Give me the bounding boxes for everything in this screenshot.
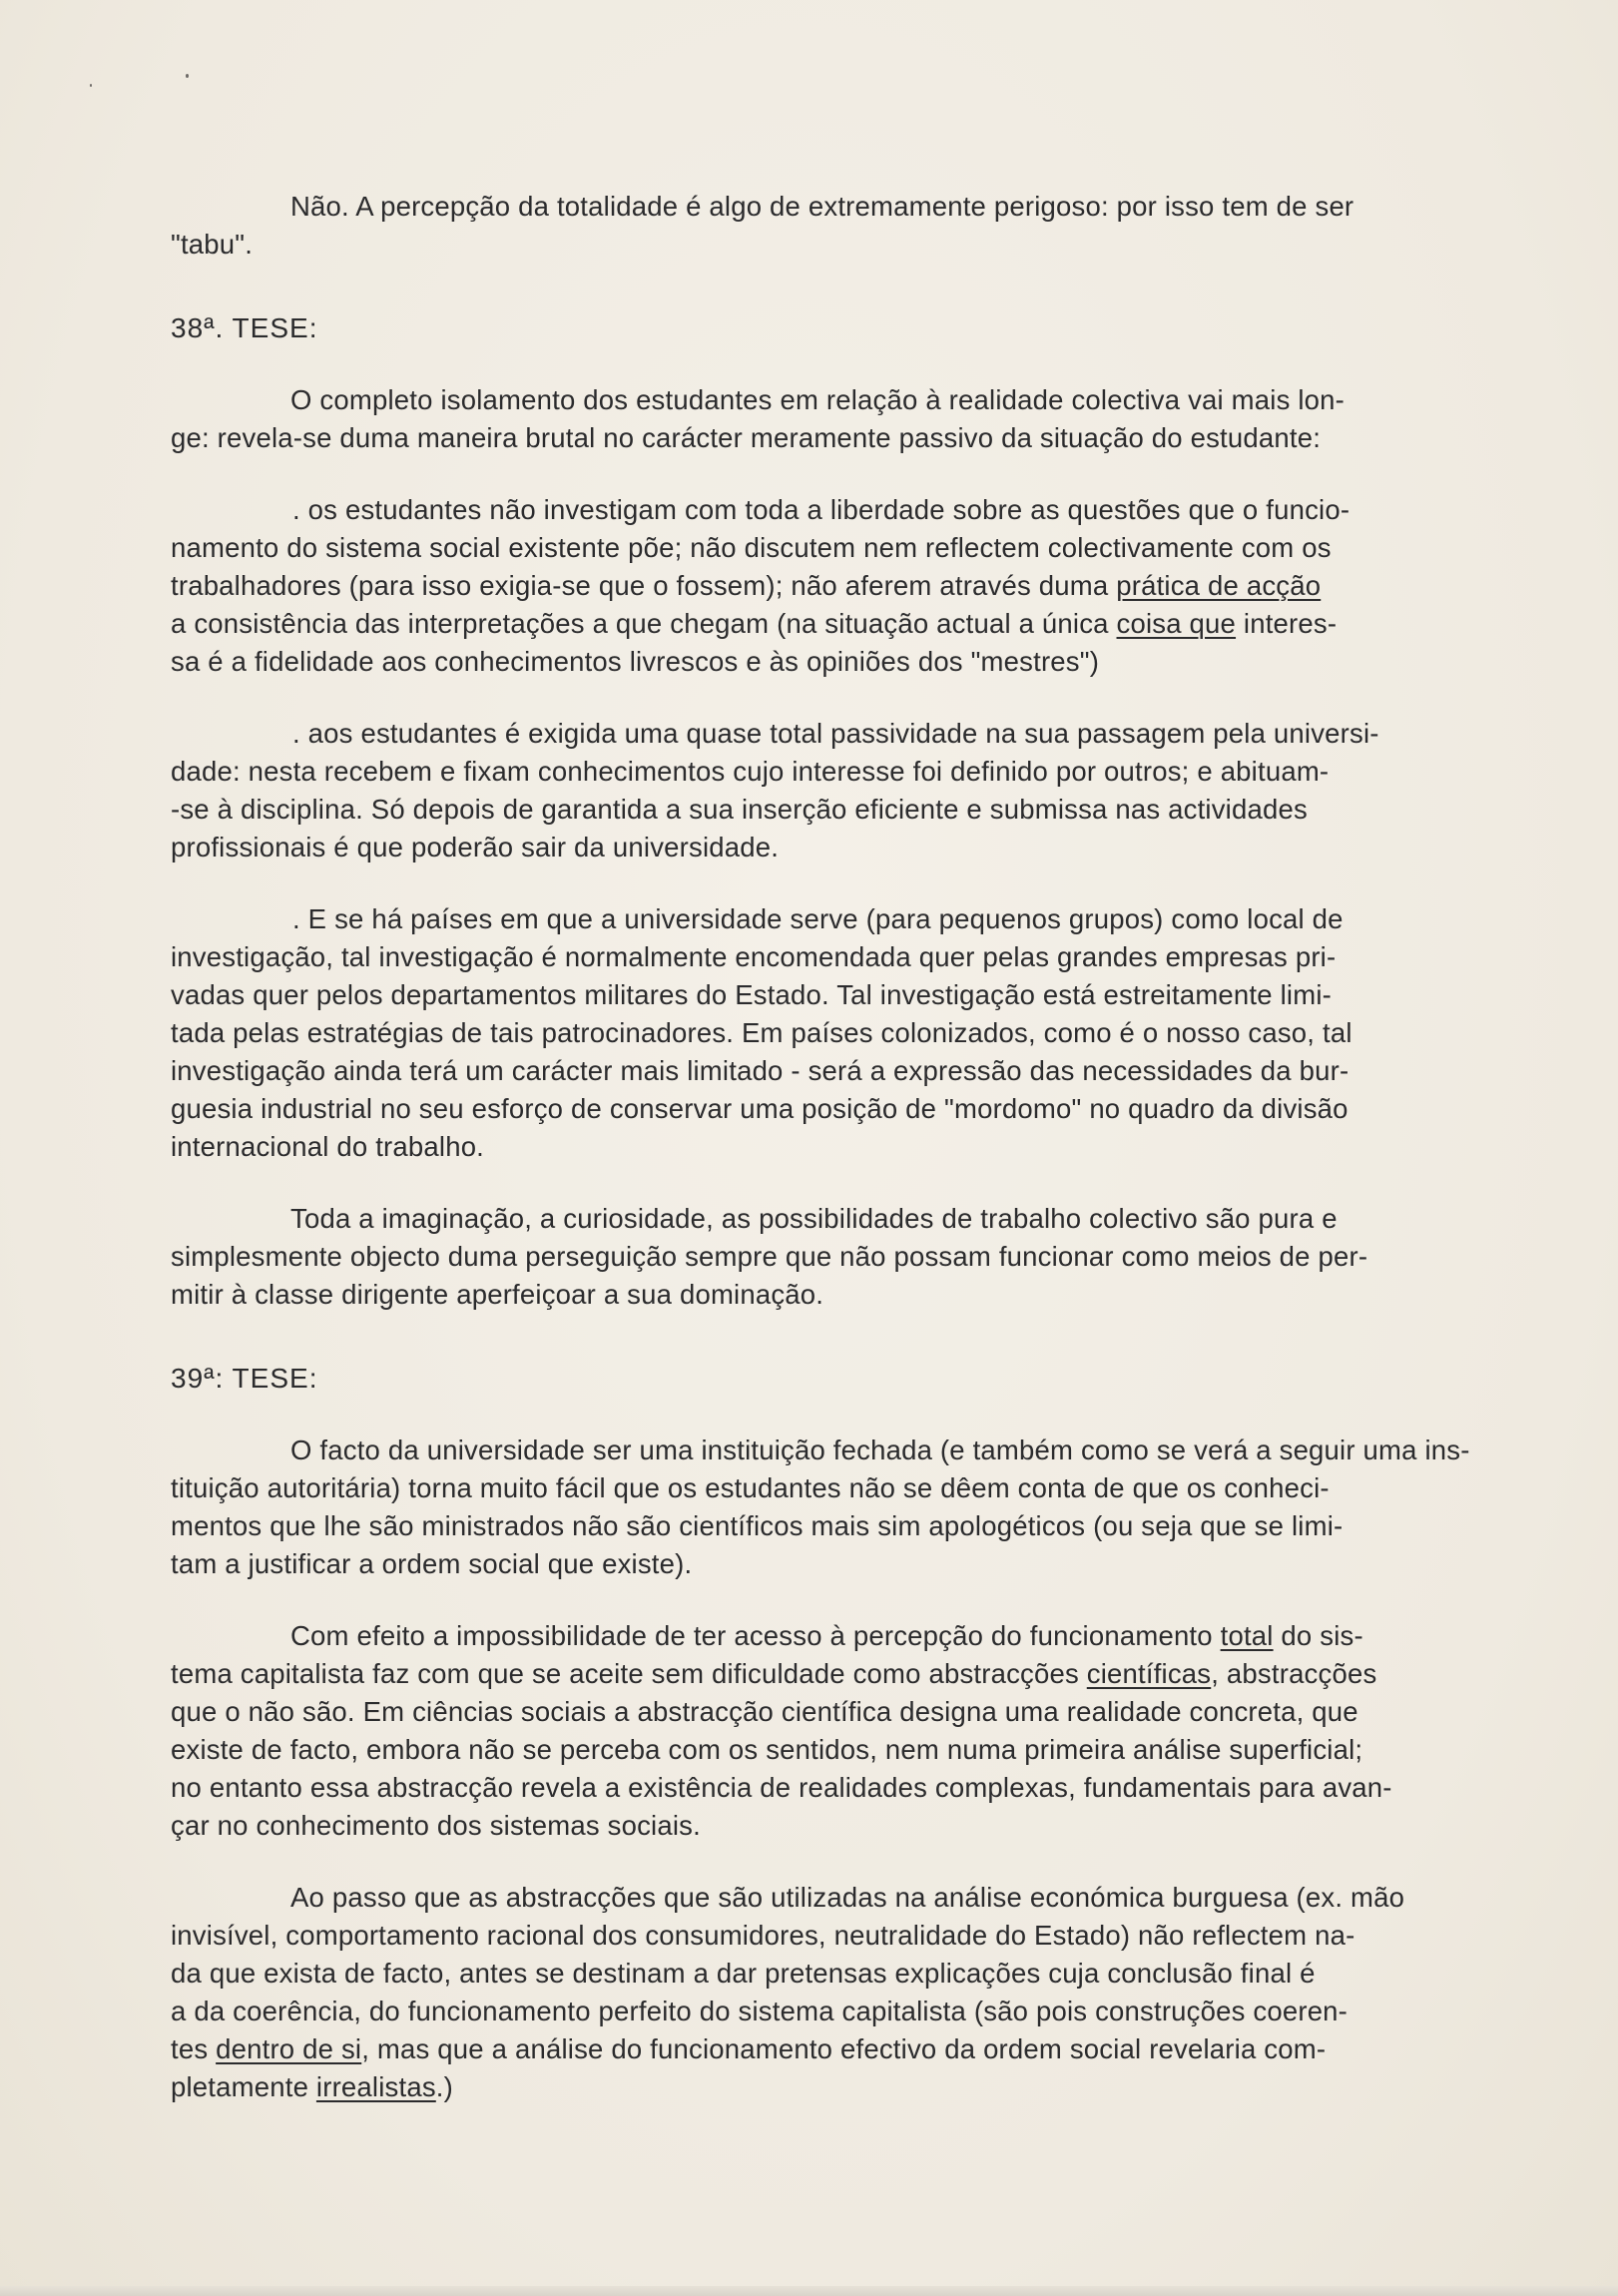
text-line	[171, 567, 1605, 605]
text-segment: Com efeito a impossibilidade de ter acesso à percepção do funcionamento	[290, 1620, 1221, 1651]
text-line: O completo isolamento dos estudantes em relação à realidade colectiva vai mais lon-	[290, 384, 1346, 415]
text-line: vadas quer pelos departamentos militares do Estado. Tal investigação está estreitamente limi-	[171, 979, 1332, 1010]
text-line: investigação ainda terá um carácter mais limitado - será a expressão das necessidades da bur-	[171, 1055, 1349, 1086]
text-segment: tes	[171, 2033, 217, 2064]
text-line: ge: revela-se duma maneira brutal no carácter meramente passivo da situação do estudante:	[171, 422, 1322, 453]
text-segment: trabalhadores (para isso exigia-se que o fossem); não aferem através duma	[171, 570, 1117, 601]
section-heading-tese-38: 38ª. TESE:	[171, 312, 318, 343]
section-heading-tese-39: 39ª: TESE:	[171, 1363, 318, 1394]
tese-38-paragraph-1	[171, 381, 1605, 457]
tese-38-bullet-1	[171, 491, 1605, 681]
underlined-phrase: total	[1220, 1620, 1274, 1651]
text-line: -se à disciplina. Só depois de garantida a sua inserção eficiente e submissa nas actividades	[171, 794, 1308, 825]
text-line	[171, 2030, 1605, 2068]
tese-38-bullet-2	[171, 715, 1605, 866]
text-line: no entanto essa abstracção revela a existência de realidades complexas, fundamentais para avan-	[171, 1772, 1392, 1803]
text-line: da que exista de facto, antes se destinam a dar pretensas explicações cuja conclusão final é	[171, 1958, 1316, 1989]
text-line: que o não são. Em ciências sociais a abstracção científica designa uma realidade concreta, que	[171, 1696, 1358, 1727]
tese-39-paragraph-1	[171, 1432, 1605, 1583]
text-line	[171, 1655, 1605, 1693]
underlined-phrase: prática de acção	[1116, 570, 1322, 601]
text-segment: tema capitalista faz com que se aceite sem dificuldade como abstracções	[171, 1658, 1087, 1689]
text-line	[171, 2068, 1605, 2106]
text-line: "tabu".	[171, 229, 254, 260]
text-line: sa é a fidelidade aos conhecimentos livrescos e às opiniões dos "mestres")	[171, 646, 1100, 677]
document-body	[171, 188, 1605, 2106]
text-line: invisível, comportamento racional dos consumidores, neutralidade do Estado) não reflectem na-	[171, 1920, 1355, 1951]
text-line: mitir à classe dirigente aperfeiçoar a sua dominação.	[171, 1279, 824, 1310]
text-segment: , mas que a análise do funcionamento efectivo da ordem social revelaria com-	[361, 2033, 1327, 2064]
tese-39-paragraph-3	[171, 1879, 1605, 2106]
paper-speck	[186, 74, 189, 78]
text-line: existe de facto, embora não se perceba com os sentidos, nem numa primeira análise superficial;	[171, 1734, 1363, 1765]
text-segment: , abstracções	[1211, 1658, 1377, 1689]
intro-paragraph	[171, 188, 1605, 264]
text-segment: a consistência das interpretações a que chegam (na situação actual a única	[171, 608, 1117, 639]
text-line: mentos que lhe são ministrados não são científicos mais sim apologéticos (ou seja que se limi-	[171, 1510, 1344, 1541]
text-segment: do sis-	[1273, 1620, 1363, 1651]
text-line: çar no conhecimento dos sistemas sociais.	[171, 1810, 701, 1841]
text-line: dade: nesta recebem e fixam conhecimentos cujo interesse foi definido por outros; e abituam-	[171, 756, 1330, 787]
text-segment: interes-	[1236, 608, 1338, 639]
text-line: . os estudantes não investigam com toda a liberdade sobre as questões que o funcio-	[292, 494, 1350, 525]
underlined-phrase: dentro de si	[216, 2033, 362, 2064]
text-line: tam a justificar a ordem social que existe).	[171, 1548, 693, 1579]
tese-38-paragraph-2	[171, 1200, 1605, 1314]
text-line: simplesmente objecto duma perseguição sempre que não possam funcionar como meios de per-	[171, 1241, 1368, 1272]
text-line: . aos estudantes é exigida uma quase total passividade na sua passagem pela universi-	[292, 718, 1379, 749]
underlined-phrase: científicas	[1086, 1658, 1212, 1689]
text-line: investigação, tal investigação é normalmente encomendada quer pelas grandes empresas pri-	[171, 941, 1337, 972]
text-line	[171, 605, 1605, 643]
page-bottom-edge	[0, 2286, 1618, 2296]
text-line: Não. A percepção da totalidade é algo de extremamente perigoso: por isso tem de ser	[290, 191, 1354, 222]
underlined-phrase: coisa que	[1116, 608, 1237, 639]
text-line: Ao passo que as abstracções que são utilizadas na análise económica burguesa (ex. mão	[290, 1882, 1405, 1913]
paper-speck	[90, 84, 92, 87]
text-line: tituição autoritária) torna muito fácil que os estudantes não se dêem conta de que os conheci-	[171, 1472, 1330, 1503]
text-line	[171, 1617, 1605, 1655]
text-line: O facto da universidade ser uma instituição fechada (e também como se verá a seguir uma ins-	[290, 1435, 1470, 1465]
text-segment: .)	[435, 2071, 453, 2102]
text-line: a da coerência, do funcionamento perfeito do sistema capitalista (são pois construções coeren-	[171, 1996, 1348, 2026]
text-segment: pletamente	[171, 2071, 316, 2102]
underlined-phrase: irrealistas	[315, 2071, 436, 2102]
text-line: profissionais é que poderão sair da universidade.	[171, 832, 780, 862]
text-line: guesia industrial no seu esforço de conservar uma posição de "mordomo" no quadro da divisão	[171, 1093, 1348, 1124]
text-line: . E se há países em que a universidade serve (para pequenos grupos) como local de	[292, 903, 1344, 934]
text-line: tada pelas estratégias de tais patrocinadores. Em países colonizados, como é o nosso caso, tal	[171, 1017, 1352, 1048]
tese-38-bullet-3	[171, 900, 1605, 1166]
text-line: namento do sistema social existente põe; não discutem nem reflectem colectivamente com os	[171, 532, 1332, 563]
text-line: internacional do trabalho.	[171, 1131, 485, 1162]
text-line: Toda a imaginação, a curiosidade, as possibilidades de trabalho colectivo são pura e	[290, 1203, 1338, 1234]
tese-39-paragraph-2	[171, 1617, 1605, 1845]
